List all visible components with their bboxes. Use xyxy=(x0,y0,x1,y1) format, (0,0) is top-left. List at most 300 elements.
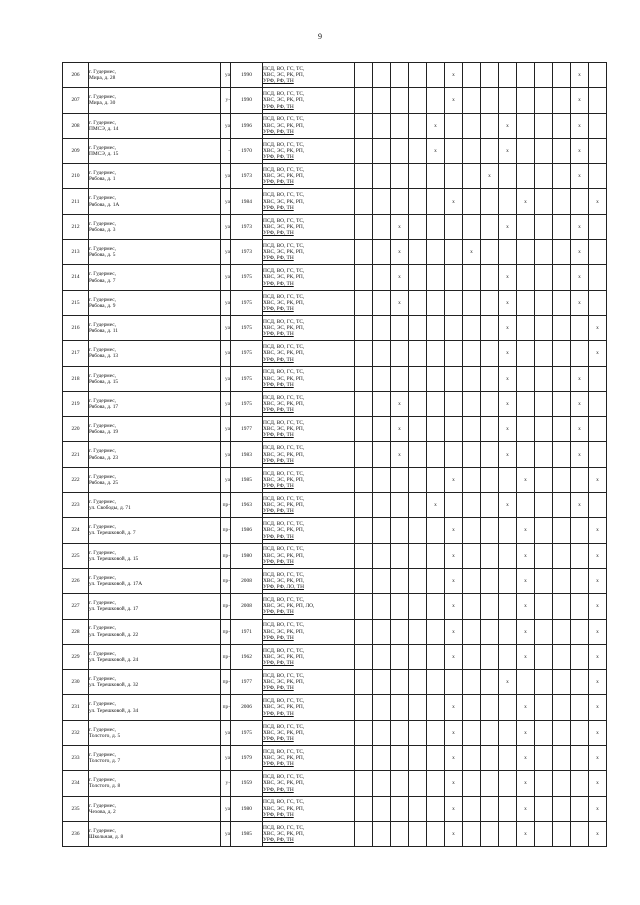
services-line: ХВС, ЭС, РК, РП, xyxy=(263,249,305,256)
empty-mark-cell xyxy=(373,568,391,593)
services-line: УРФ, РФ, ТН xyxy=(263,811,294,818)
empty-mark-cell xyxy=(589,290,607,315)
empty-mark-cell xyxy=(427,88,445,113)
empty-mark-cell xyxy=(463,695,481,720)
empty-mark-cell xyxy=(445,417,463,442)
services-line: УРФ, РФ, ТН xyxy=(263,533,294,540)
services-line: УРФ, РФ, ТН xyxy=(263,103,294,110)
address-line: г. Гудермес, xyxy=(89,144,116,151)
empty-mark-cell xyxy=(463,113,481,138)
address-line: г. Гудермес, xyxy=(89,473,116,480)
services-cell xyxy=(263,568,355,593)
empty-mark-cell xyxy=(535,315,553,340)
build-year-cell: 1973 xyxy=(231,164,263,189)
empty-mark-cell xyxy=(535,568,553,593)
empty-mark-cell xyxy=(427,518,445,543)
empty-mark-cell xyxy=(355,543,373,568)
empty-mark-cell xyxy=(409,240,427,265)
mark-x-cell: x xyxy=(571,240,589,265)
services-cell xyxy=(263,619,355,644)
mark-x-cell: x xyxy=(589,821,607,846)
row-number-cell: 213 xyxy=(63,240,89,265)
empty-mark-cell xyxy=(373,214,391,239)
address-line: ПМСЭ, д. 15 xyxy=(89,151,119,158)
empty-mark-cell xyxy=(553,493,571,518)
empty-mark-cell xyxy=(553,670,571,695)
material-code-cell: пр- xyxy=(221,493,231,518)
empty-mark-cell xyxy=(589,240,607,265)
empty-mark-cell xyxy=(373,63,391,88)
row-number-cell: 230 xyxy=(63,670,89,695)
services-line: УРФ, РФ, ТН xyxy=(263,230,294,237)
empty-mark-cell xyxy=(481,240,499,265)
material-code-cell: пр- xyxy=(221,670,231,695)
mark-x-cell: x xyxy=(391,240,409,265)
build-year-cell: 1975 xyxy=(231,290,263,315)
empty-mark-cell xyxy=(553,63,571,88)
mark-x-cell: x xyxy=(589,695,607,720)
empty-mark-cell xyxy=(463,518,481,543)
address-line: г. Гудермес, xyxy=(89,827,116,834)
empty-mark-cell xyxy=(391,720,409,745)
build-year-cell: 1963 xyxy=(231,493,263,518)
mark-x-cell: x xyxy=(517,568,535,593)
build-year-cell: 1990 xyxy=(231,63,263,88)
empty-mark-cell xyxy=(463,265,481,290)
empty-mark-cell xyxy=(553,113,571,138)
services-line: ПСД, ВО, ГС, ТС, xyxy=(263,647,305,654)
empty-mark-cell xyxy=(481,467,499,492)
mark-x-cell: x xyxy=(517,720,535,745)
mark-x-cell: x xyxy=(589,594,607,619)
build-year-cell: 1979 xyxy=(231,746,263,771)
empty-mark-cell xyxy=(481,189,499,214)
services-line: ХВС, ЭС, РК, РП, xyxy=(263,426,305,433)
empty-mark-cell xyxy=(517,265,535,290)
empty-mark-cell xyxy=(463,746,481,771)
empty-mark-cell xyxy=(409,594,427,619)
services-cell xyxy=(263,366,355,391)
address-line: Рябова, д. 3 xyxy=(89,226,116,233)
build-year-cell: 1959 xyxy=(231,771,263,796)
address-line: Рябова, д. 19 xyxy=(89,429,119,436)
services-line: ХВС, ЭС, РК, РП, xyxy=(263,830,305,837)
services-line: УРФ, РФ, ТН xyxy=(263,761,294,768)
empty-mark-cell xyxy=(445,265,463,290)
services-line: УРФ, РФ, ТН xyxy=(263,508,294,515)
mark-x-cell: x xyxy=(445,594,463,619)
services-line: ХВС, ЭС, РК, РП, xyxy=(263,325,305,332)
services-line: ПСД, ВО, ГС, ТС, xyxy=(263,824,305,831)
build-year-cell: 1977 xyxy=(231,670,263,695)
services-cell xyxy=(263,771,355,796)
mark-x-cell: x xyxy=(445,771,463,796)
mark-x-cell: x xyxy=(571,391,589,416)
services-line: ПСД, ВО, ГС, ТС, xyxy=(263,521,305,528)
empty-mark-cell xyxy=(571,594,589,619)
row-number-cell: 233 xyxy=(63,746,89,771)
empty-mark-cell xyxy=(553,189,571,214)
address-cell xyxy=(89,113,221,138)
empty-mark-cell xyxy=(409,670,427,695)
services-cell xyxy=(263,442,355,467)
empty-mark-cell xyxy=(391,63,409,88)
row-number-cell: 216 xyxy=(63,315,89,340)
empty-mark-cell xyxy=(499,518,517,543)
address-cell xyxy=(89,796,221,821)
empty-mark-cell xyxy=(409,290,427,315)
empty-mark-cell xyxy=(391,493,409,518)
build-year-cell: 1990 xyxy=(231,88,263,113)
empty-mark-cell xyxy=(391,88,409,113)
services-line: УРФ, РФ, ТН xyxy=(263,407,294,414)
empty-mark-cell xyxy=(571,189,589,214)
empty-mark-cell xyxy=(517,290,535,315)
empty-mark-cell xyxy=(535,290,553,315)
empty-mark-cell xyxy=(481,695,499,720)
empty-mark-cell xyxy=(481,644,499,669)
services-cell xyxy=(263,543,355,568)
mark-x-cell: x xyxy=(517,518,535,543)
empty-mark-cell xyxy=(355,644,373,669)
empty-mark-cell xyxy=(427,821,445,846)
empty-mark-cell xyxy=(481,417,499,442)
row-number-cell: 207 xyxy=(63,88,89,113)
services-line: ХВС, ЭС, РК, РП, xyxy=(263,223,305,230)
empty-mark-cell xyxy=(553,543,571,568)
mark-x-cell: x xyxy=(499,265,517,290)
empty-mark-cell xyxy=(463,341,481,366)
empty-mark-cell xyxy=(409,771,427,796)
empty-mark-cell xyxy=(409,695,427,720)
empty-mark-cell xyxy=(355,366,373,391)
empty-mark-cell xyxy=(355,467,373,492)
services-line: ПСД, ВО, ГС, ТС, xyxy=(263,445,305,452)
mark-x-cell: x xyxy=(571,113,589,138)
empty-mark-cell xyxy=(499,88,517,113)
services-line: ПСД, ВО, ГС, ТС, xyxy=(263,318,305,325)
table-row xyxy=(63,265,607,290)
empty-mark-cell xyxy=(391,695,409,720)
empty-mark-cell xyxy=(571,467,589,492)
empty-mark-cell xyxy=(517,366,535,391)
address-line: ул. Терешковой, д. 32 xyxy=(89,682,139,689)
empty-mark-cell xyxy=(535,391,553,416)
services-line: ХВС, ЭС, РК, РП, xyxy=(263,400,305,407)
services-line: УРФ, РФ, ТН xyxy=(263,558,294,565)
mark-x-cell: x xyxy=(391,417,409,442)
services-line: ПСД, ВО, ГС, ТС, xyxy=(263,141,305,148)
address-cell xyxy=(89,366,221,391)
build-year-cell: 1985 xyxy=(231,467,263,492)
services-line: УРФ, РФ, ТН xyxy=(263,381,294,388)
build-year-cell: 1973 xyxy=(231,240,263,265)
empty-mark-cell xyxy=(391,113,409,138)
mark-x-cell: x xyxy=(445,644,463,669)
empty-mark-cell xyxy=(355,493,373,518)
empty-mark-cell xyxy=(373,164,391,189)
table-row xyxy=(63,695,607,720)
empty-mark-cell xyxy=(463,214,481,239)
address-line: г. Гудермес, xyxy=(89,650,116,657)
empty-mark-cell xyxy=(445,391,463,416)
address-line: г. Гудермес, xyxy=(89,423,116,430)
address-cell xyxy=(89,467,221,492)
empty-mark-cell xyxy=(589,265,607,290)
material-code-cell: уа xyxy=(221,290,231,315)
services-line: ХВС, ЭС, РК, РП, xyxy=(263,653,305,660)
address-line: г. Гудермес, xyxy=(89,777,116,784)
mark-x-cell: x xyxy=(427,138,445,163)
mark-x-cell: x xyxy=(499,214,517,239)
table-row xyxy=(63,746,607,771)
mark-x-cell: x xyxy=(571,366,589,391)
address-line: Чехова, д. 2 xyxy=(89,808,116,815)
table-row xyxy=(63,568,607,593)
table-row xyxy=(63,214,607,239)
address-line: ул. Терешковой, д. 24 xyxy=(89,656,139,663)
empty-mark-cell xyxy=(535,644,553,669)
empty-mark-cell xyxy=(535,821,553,846)
mark-x-cell: x xyxy=(589,771,607,796)
mark-x-cell: x xyxy=(499,341,517,366)
mark-x-cell: x xyxy=(445,63,463,88)
empty-mark-cell xyxy=(553,164,571,189)
empty-mark-cell xyxy=(481,290,499,315)
mark-x-cell: x xyxy=(589,796,607,821)
address-line: Рябова, д. 15 xyxy=(89,378,119,385)
empty-mark-cell xyxy=(481,315,499,340)
empty-mark-cell xyxy=(553,644,571,669)
services-line: ХВС, ЭС, РК, РП, xyxy=(263,577,305,584)
services-line: ПСД, ВО, ГС, ТС, xyxy=(263,470,305,477)
material-code-cell: уа xyxy=(221,315,231,340)
empty-mark-cell xyxy=(427,391,445,416)
empty-mark-cell xyxy=(427,771,445,796)
empty-mark-cell xyxy=(571,821,589,846)
services-cell xyxy=(263,63,355,88)
empty-mark-cell xyxy=(373,467,391,492)
empty-mark-cell xyxy=(535,746,553,771)
services-line: ПСД, ВО, ГС, ТС, xyxy=(263,748,305,755)
empty-mark-cell xyxy=(355,265,373,290)
address-line: г. Гудермес, xyxy=(89,701,116,708)
mark-x-cell: x xyxy=(427,493,445,518)
services-line: ХВС, ЭС, РК, РП, xyxy=(263,97,305,104)
empty-mark-cell xyxy=(571,670,589,695)
empty-mark-cell xyxy=(535,720,553,745)
mark-x-cell: x xyxy=(499,113,517,138)
address-cell xyxy=(89,821,221,846)
mark-x-cell: x xyxy=(517,594,535,619)
empty-mark-cell xyxy=(535,442,553,467)
empty-mark-cell xyxy=(463,568,481,593)
mark-x-cell: x xyxy=(517,189,535,214)
empty-mark-cell xyxy=(355,240,373,265)
address-line: Рябова, д. 25 xyxy=(89,479,119,486)
services-line: ПСД, ВО, ГС, ТС, xyxy=(263,91,305,98)
mark-x-cell: x xyxy=(589,746,607,771)
mark-x-cell: x xyxy=(571,417,589,442)
address-line: ул. Терешковой, д. 7 xyxy=(89,530,136,537)
row-number-cell: 221 xyxy=(63,442,89,467)
empty-mark-cell xyxy=(499,720,517,745)
empty-mark-cell xyxy=(589,391,607,416)
empty-mark-cell xyxy=(445,214,463,239)
services-line: ПСД, ВО, ГС, ТС, xyxy=(263,116,305,123)
services-cell xyxy=(263,240,355,265)
address-line: г. Гудермес, xyxy=(89,726,116,733)
row-number-cell: 223 xyxy=(63,493,89,518)
services-cell xyxy=(263,88,355,113)
services-line: ПСД, ВО, ГС, ТС, xyxy=(263,167,305,174)
table-row xyxy=(63,543,607,568)
table-row xyxy=(63,594,607,619)
empty-mark-cell xyxy=(409,113,427,138)
empty-mark-cell xyxy=(535,417,553,442)
services-line: ХВС, ЭС, РК, РП, xyxy=(263,274,305,281)
build-year-cell: 1980 xyxy=(231,543,263,568)
table-row xyxy=(63,240,607,265)
address-line: Рябова, д. 1А xyxy=(89,201,120,208)
mark-x-cell: x xyxy=(499,290,517,315)
address-cell xyxy=(89,442,221,467)
empty-mark-cell xyxy=(355,113,373,138)
build-year-cell: 1975 xyxy=(231,315,263,340)
material-code-cell: уа xyxy=(221,746,231,771)
empty-mark-cell xyxy=(499,543,517,568)
mark-x-cell: x xyxy=(445,88,463,113)
empty-mark-cell xyxy=(481,265,499,290)
address-line: г. Гудермес, xyxy=(89,119,116,126)
address-cell xyxy=(89,720,221,745)
empty-mark-cell xyxy=(355,138,373,163)
row-number-cell: 222 xyxy=(63,467,89,492)
empty-mark-cell xyxy=(535,543,553,568)
material-code-cell: уа xyxy=(221,366,231,391)
empty-mark-cell xyxy=(463,796,481,821)
services-line: ХВС, ЭС, РК, РП, ЛО, xyxy=(263,603,315,610)
empty-mark-cell xyxy=(481,619,499,644)
empty-mark-cell xyxy=(355,63,373,88)
address-line: Рябова, д. 7 xyxy=(89,277,116,284)
empty-mark-cell xyxy=(373,594,391,619)
empty-mark-cell xyxy=(571,644,589,669)
empty-mark-cell xyxy=(373,442,391,467)
table-row xyxy=(63,467,607,492)
empty-mark-cell xyxy=(355,670,373,695)
build-year-cell: 1985 xyxy=(231,821,263,846)
empty-mark-cell xyxy=(391,746,409,771)
services-line: УРФ, РФ, ТН xyxy=(263,280,294,287)
empty-mark-cell xyxy=(571,746,589,771)
empty-mark-cell xyxy=(445,366,463,391)
address-line: ПМСЭ, д. 14 xyxy=(89,125,119,132)
empty-mark-cell xyxy=(481,391,499,416)
mark-x-cell: x xyxy=(517,821,535,846)
address-line: г. Гудермес, xyxy=(89,246,116,253)
empty-mark-cell xyxy=(373,746,391,771)
address-cell xyxy=(89,63,221,88)
mark-x-cell: x xyxy=(391,442,409,467)
empty-mark-cell xyxy=(535,138,553,163)
table-row xyxy=(63,315,607,340)
empty-mark-cell xyxy=(463,189,481,214)
empty-mark-cell xyxy=(427,63,445,88)
empty-mark-cell xyxy=(373,265,391,290)
mark-x-cell: x xyxy=(499,315,517,340)
empty-mark-cell xyxy=(391,518,409,543)
services-cell xyxy=(263,164,355,189)
empty-mark-cell xyxy=(463,720,481,745)
services-line: ХВС, ЭС, РК, РП, xyxy=(263,122,305,129)
services-cell xyxy=(263,746,355,771)
address-line: г. Гудермес, xyxy=(89,195,116,202)
address-line: Мира, д. 28 xyxy=(89,75,116,82)
address-cell xyxy=(89,189,221,214)
services-cell xyxy=(263,138,355,163)
mark-x-cell: x xyxy=(571,164,589,189)
empty-mark-cell xyxy=(355,442,373,467)
address-line: Мира, д. 30 xyxy=(89,100,116,107)
address-line: г. Гудермес, xyxy=(89,220,116,227)
empty-mark-cell xyxy=(517,442,535,467)
empty-mark-cell xyxy=(409,720,427,745)
material-code-cell: уа xyxy=(221,265,231,290)
mark-x-cell: x xyxy=(445,695,463,720)
empty-mark-cell xyxy=(355,164,373,189)
build-year-cell: 1975 xyxy=(231,341,263,366)
housing-register-table xyxy=(62,62,607,847)
address-line: г. Гудермес, xyxy=(89,498,116,505)
mark-x-cell: x xyxy=(589,568,607,593)
mark-x-cell: x xyxy=(571,265,589,290)
empty-mark-cell xyxy=(463,670,481,695)
empty-mark-cell xyxy=(571,568,589,593)
empty-mark-cell xyxy=(535,164,553,189)
table-row xyxy=(63,189,607,214)
address-line: Рябова, д. 23 xyxy=(89,454,119,461)
address-cell xyxy=(89,619,221,644)
empty-mark-cell xyxy=(481,771,499,796)
address-cell xyxy=(89,164,221,189)
empty-mark-cell xyxy=(481,796,499,821)
empty-mark-cell xyxy=(427,265,445,290)
empty-mark-cell xyxy=(409,568,427,593)
empty-mark-cell xyxy=(481,113,499,138)
empty-mark-cell xyxy=(355,796,373,821)
empty-mark-cell xyxy=(391,670,409,695)
empty-mark-cell xyxy=(553,290,571,315)
empty-mark-cell xyxy=(481,493,499,518)
row-number-cell: 212 xyxy=(63,214,89,239)
address-line: г. Гудермес, xyxy=(89,170,116,177)
empty-mark-cell xyxy=(409,821,427,846)
mark-x-cell: x xyxy=(391,265,409,290)
row-number-cell: 234 xyxy=(63,771,89,796)
empty-mark-cell xyxy=(427,695,445,720)
material-code-cell: уа xyxy=(221,164,231,189)
empty-mark-cell xyxy=(445,240,463,265)
empty-mark-cell xyxy=(373,315,391,340)
table-row xyxy=(63,391,607,416)
services-line: ХВС, ЭС, РК, РП, xyxy=(263,451,305,458)
address-line: Толстого, д. 8 xyxy=(89,783,121,790)
empty-mark-cell xyxy=(535,796,553,821)
build-year-cell: 2008 xyxy=(231,568,263,593)
material-code-cell: уа xyxy=(221,720,231,745)
empty-mark-cell xyxy=(373,619,391,644)
